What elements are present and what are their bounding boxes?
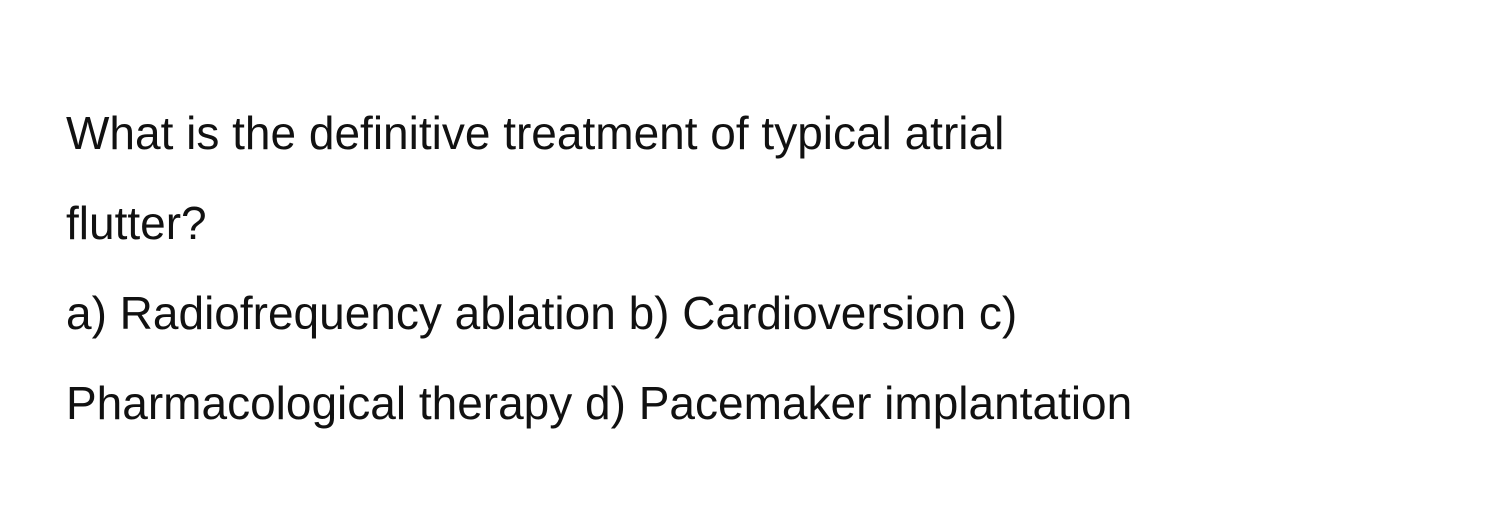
question-text <box>66 88 1466 448</box>
options-line-1: a) Radiofrequency ablation b) Cardioversion c) <box>66 287 1018 339</box>
options-line-2: Pharmacological therapy d) Pacemaker implantation <box>66 377 1133 429</box>
question-line-1: What is the definitive treatment of typical atrial <box>66 107 1005 159</box>
question-line-2: flutter? <box>66 197 207 249</box>
